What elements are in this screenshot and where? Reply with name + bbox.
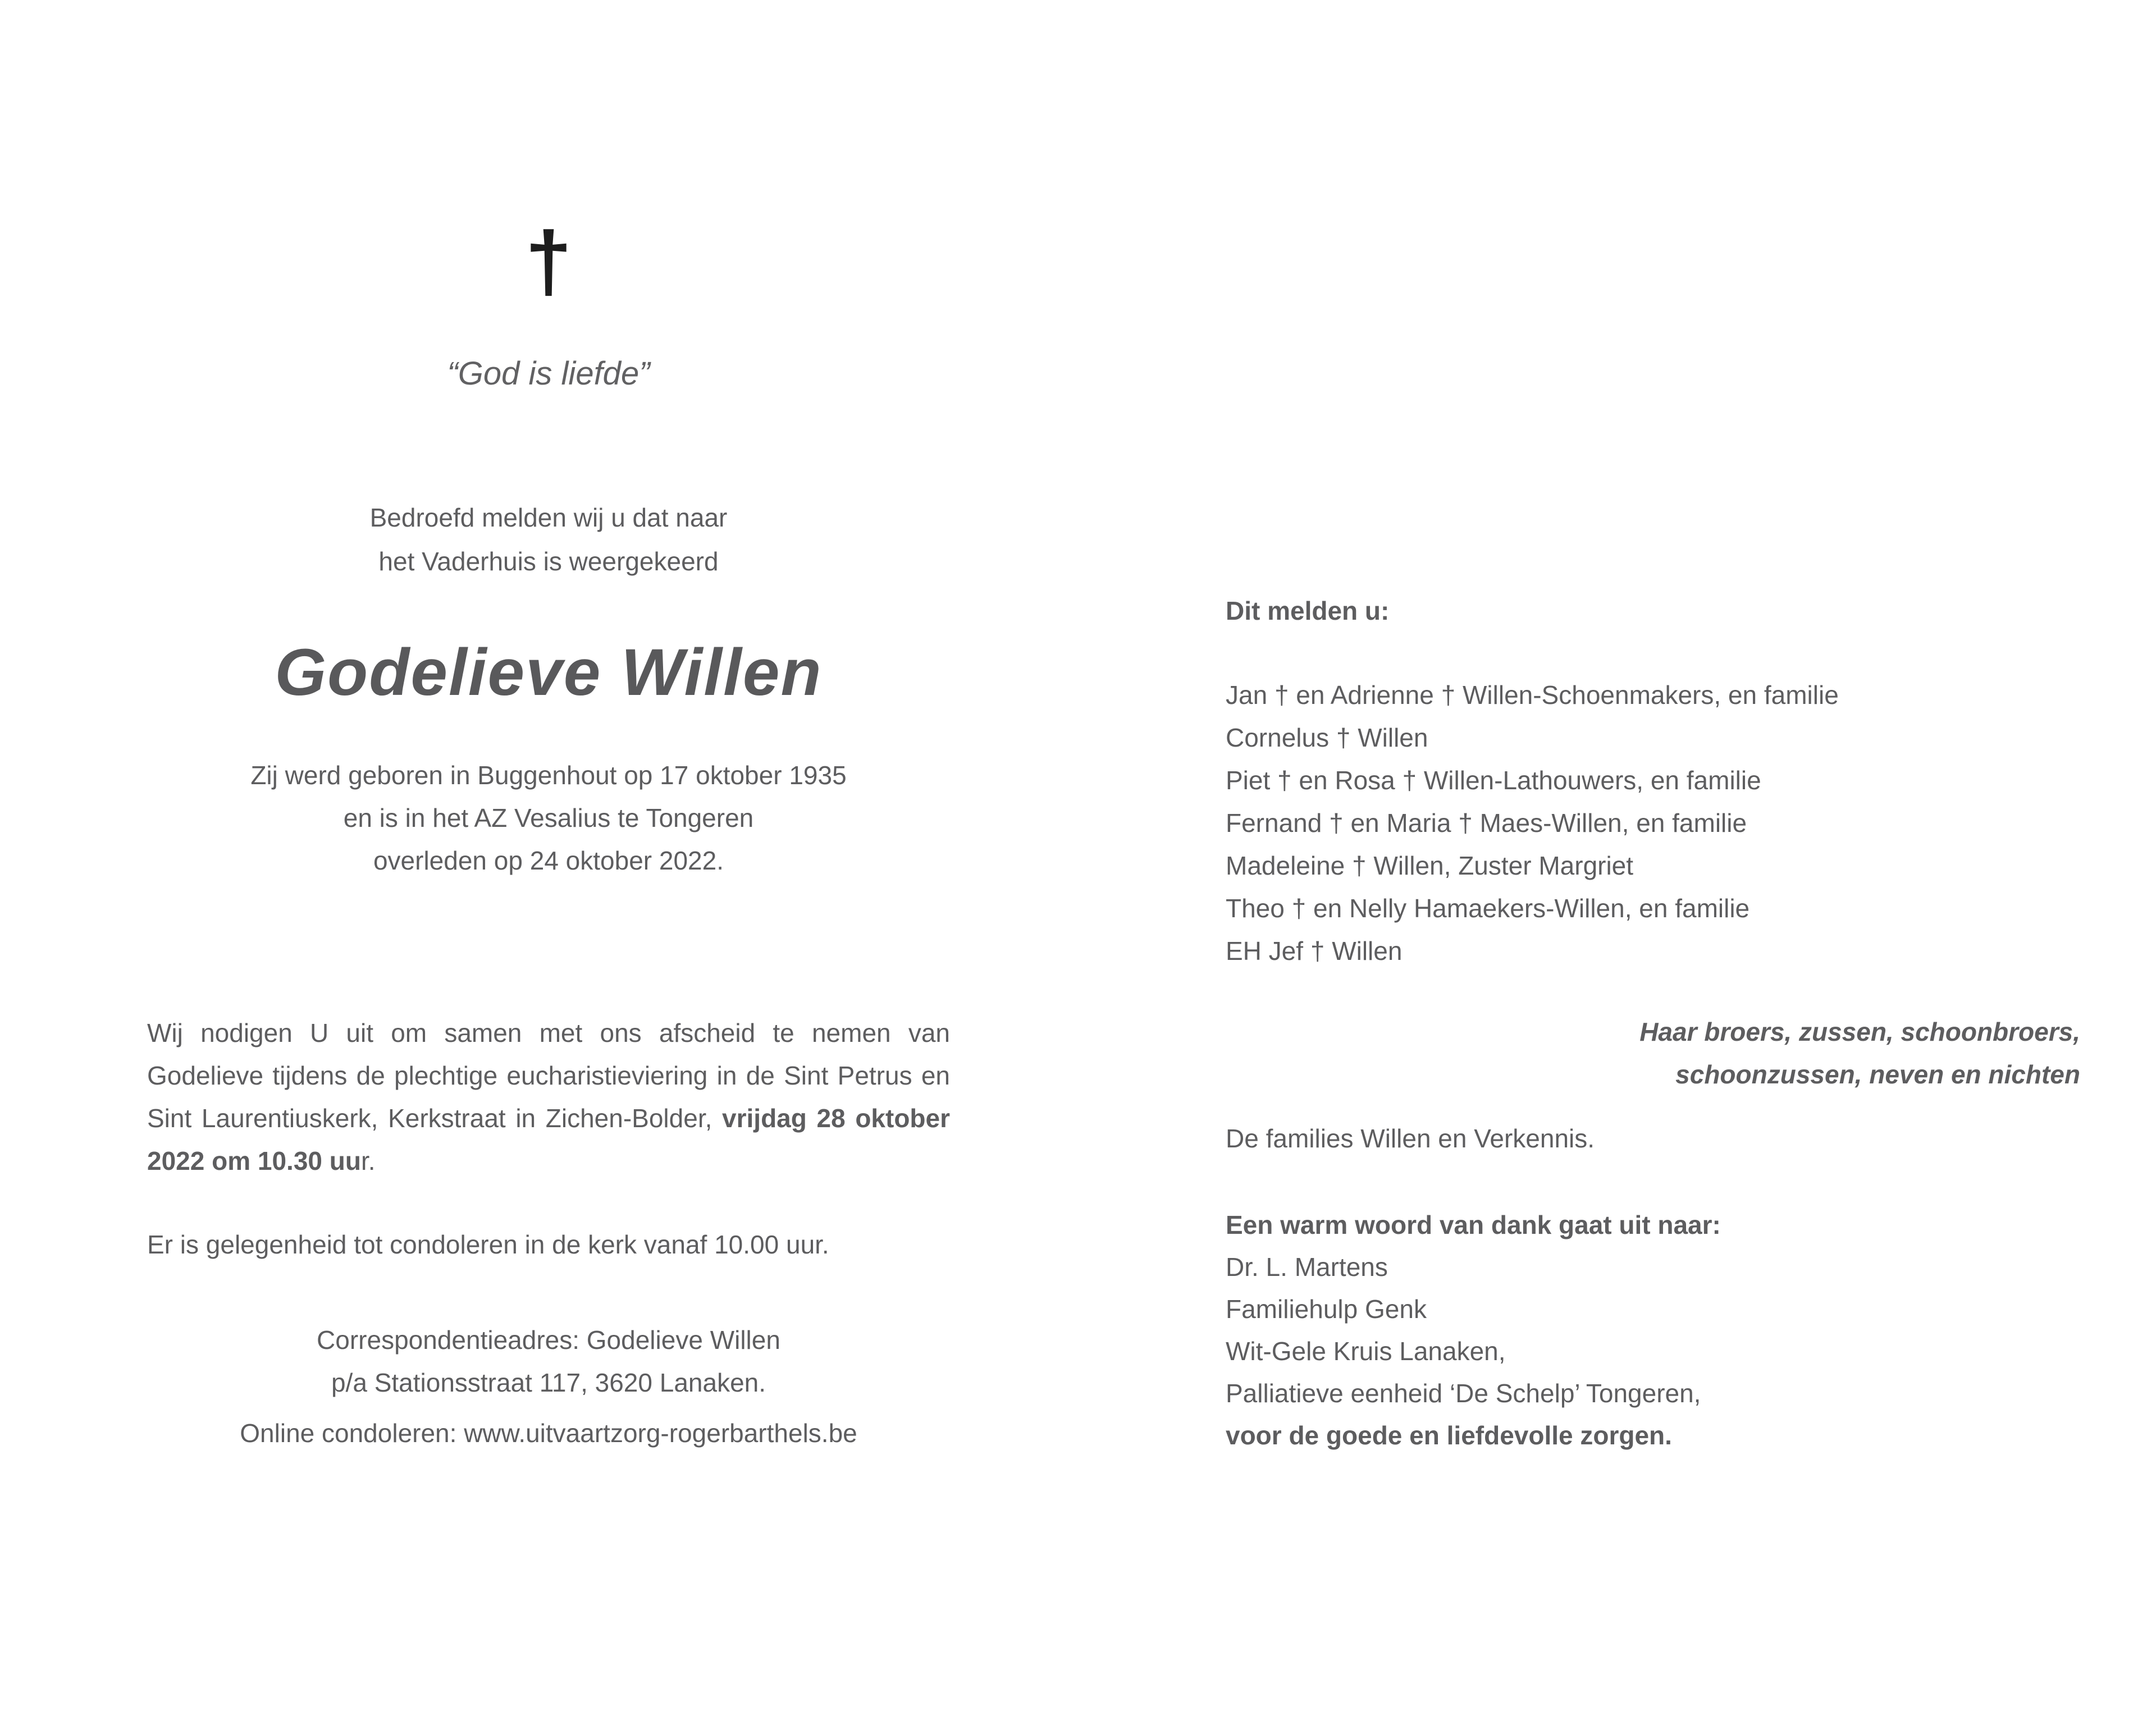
relation-line1: Haar broers, zussen, schoonbroers, bbox=[1639, 1017, 2080, 1046]
life-dates bbox=[147, 754, 950, 882]
announcement-intro bbox=[147, 496, 950, 583]
announcement-intro-line1: Bedroefd melden wij u dat naar bbox=[369, 503, 728, 532]
religious-quote: “God is liefde” bbox=[447, 355, 650, 392]
memorial-cross-icon: † bbox=[525, 214, 572, 308]
correspondence-line1: Correspondentieadres: Godelieve Willen bbox=[317, 1325, 780, 1355]
families-line: De families Willen en Verkennis. bbox=[1226, 1124, 1595, 1153]
announcers-list bbox=[1226, 674, 2080, 972]
thanks-item: Familiehulp Genk bbox=[1226, 1294, 1427, 1324]
thanks-item: Dr. L. Martens bbox=[1226, 1252, 1388, 1282]
announcement-intro-line2: het Vaderhuis is weergekeerd bbox=[378, 547, 719, 576]
service-invitation-tail: r. bbox=[360, 1146, 376, 1175]
correspondence-address bbox=[147, 1319, 950, 1404]
announcer-line: Cornelus † Willen bbox=[1226, 723, 1428, 752]
service-invitation-text: Wij nodigen U uit om samen met ons afscheid te nemen van Godelieve tijdens de plechtige eucharistieviering in de Sint Petrus en Sint Laurentiuskerk, Kerkstraat in Zichen-Bolder, bbox=[147, 1018, 950, 1133]
condolence-info: Er is gelegenheid tot condoleren in de kerk vanaf 10.00 uur. bbox=[147, 1230, 829, 1259]
relation-description bbox=[1226, 1010, 2080, 1096]
announcer-line: Jan † en Adrienne † Willen-Schoenmakers, en familie bbox=[1226, 680, 1839, 710]
announcer-line: EH Jef † Willen bbox=[1226, 936, 1403, 966]
thanks-heading: Een warm woord van dank gaat uit naar: bbox=[1226, 1210, 1721, 1239]
announcer-line: Madeleine † Willen, Zuster Margriet bbox=[1226, 851, 1634, 880]
death-line: overleden op 24 oktober 2022. bbox=[373, 846, 724, 875]
announcer-line: Fernand † en Maria † Maes-Willen, en familie bbox=[1226, 808, 1747, 838]
service-invitation bbox=[147, 1012, 950, 1182]
deceased-name: Godelieve Willen bbox=[275, 635, 823, 710]
announcer-line: Piet † en Rosa † Willen-Lathouwers, en familie bbox=[1226, 766, 1761, 795]
relation-line2: schoonzussen, neven en nichten bbox=[1675, 1060, 2080, 1089]
online-condolence-url: Online condoleren: www.uitvaartzorg-rogerbarthels.be bbox=[240, 1419, 857, 1448]
thanks-closing: voor de goede en liefdevolle zorgen. bbox=[1226, 1421, 1672, 1450]
correspondence-line2: p/a Stationsstraat 117, 3620 Lanaken. bbox=[331, 1368, 766, 1397]
birth-line: Zij werd geboren in Buggenhout op 17 oktober 1935 bbox=[250, 761, 847, 790]
thanks-item: Wit-Gele Kruis Lanaken, bbox=[1226, 1337, 1506, 1366]
hospital-line: en is in het AZ Vesalius te Tongeren bbox=[343, 803, 754, 832]
announcers-heading: Dit melden u: bbox=[1226, 596, 1390, 625]
service-date-time: vrijdag 28 oktober 2022 om 10.30 uu bbox=[147, 1104, 950, 1175]
thanks-item: Palliatieve eenheid ‘De Schelp’ Tongeren, bbox=[1226, 1379, 1701, 1408]
thanks-section bbox=[1226, 1204, 2080, 1457]
announcer-line: Theo † en Nelly Hamaekers-Willen, en familie bbox=[1226, 894, 1750, 923]
